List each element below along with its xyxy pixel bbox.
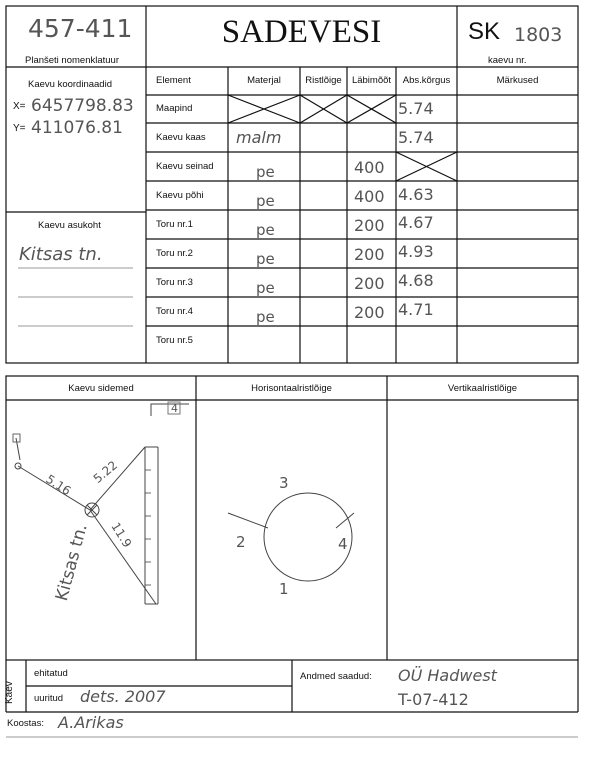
- row-diameter: 200: [354, 245, 385, 264]
- tie-distance-diagonal: 11.9: [108, 519, 135, 551]
- row-height: 4.63: [398, 185, 434, 204]
- row-element: Toru nr.5: [156, 335, 193, 346]
- row-height: 4.68: [398, 271, 434, 290]
- col-header-material: Materjal: [247, 75, 281, 86]
- row-element: Kaevu seinad: [156, 161, 214, 172]
- row-material: pe: [256, 308, 275, 326]
- tie-distance-left: 5.16: [43, 471, 74, 499]
- tie-distance-top: 5.22: [90, 458, 121, 486]
- data-source-value-2: T-07-412: [398, 690, 469, 709]
- horizontal-section-drawing: [196, 400, 387, 660]
- pipe-label-2: 2: [236, 533, 246, 551]
- row-element: Toru nr.2: [156, 248, 193, 259]
- surveyed-value: dets. 2007: [80, 687, 166, 706]
- row-element: Toru nr.1: [156, 219, 193, 230]
- well-prefix: SK: [468, 18, 501, 45]
- well-number: 1803: [514, 24, 563, 46]
- row-height: 4.67: [398, 213, 434, 232]
- corner-mark: 4: [171, 402, 178, 415]
- coordinates-label: Kaevu koordinaadid: [28, 79, 112, 90]
- location-label: Kaevu asukoht: [38, 220, 101, 231]
- data-source-label: Andmed saadud:: [300, 671, 372, 682]
- x-prefix: X=: [13, 101, 26, 112]
- author-label: Koostas:: [7, 718, 44, 729]
- x-coordinate: 6457798.83: [31, 96, 134, 116]
- row-element: Maapind: [156, 103, 193, 114]
- location-value: Kitsas tn.: [19, 244, 103, 265]
- col-header-diameter: Läbimõõt: [351, 75, 392, 86]
- pipe-label-1: 1: [279, 580, 289, 598]
- row-material: pe: [256, 279, 275, 297]
- col-header-element: Element: [156, 75, 191, 86]
- footer-side-label: Kaev: [4, 681, 15, 704]
- ties-sketch: [6, 400, 196, 660]
- row-element: Kaevu põhi: [156, 190, 204, 201]
- row-material: pe: [256, 250, 275, 268]
- row-element: Toru nr.4: [156, 306, 193, 317]
- section-horizontal-title: Horisontaalristlõige: [251, 383, 332, 394]
- pipe-label-3: 3: [279, 474, 289, 492]
- data-source-value-1: OÜ Hadwest: [398, 666, 497, 685]
- row-diameter: 400: [354, 158, 385, 177]
- col-header-notes: Märkused: [496, 75, 539, 86]
- sheet-label: Planšeti nomenklatuur: [25, 55, 119, 66]
- pipe-label-4: 4: [338, 535, 348, 553]
- row-height: 5.74: [398, 128, 434, 147]
- y-coordinate: 411076.81: [31, 118, 123, 138]
- built-label: ehitatud: [34, 668, 68, 679]
- row-height: 4.93: [398, 242, 434, 261]
- row-material: malm: [236, 128, 282, 147]
- row-element: Kaevu kaas: [156, 132, 206, 143]
- well-label: kaevu nr.: [488, 55, 527, 66]
- street-label: Kitsas tn.: [52, 521, 92, 604]
- author-value: A.Arikas: [58, 713, 124, 732]
- row-material: pe: [256, 163, 275, 181]
- col-header-crosssection: Ristlõige: [305, 75, 342, 86]
- page-title: SADEVESI: [221, 14, 382, 50]
- sheet-number: 457-411: [28, 14, 133, 43]
- col-header-height: Abs.kõrgus: [402, 75, 451, 86]
- row-height: 4.71: [398, 300, 434, 319]
- y-prefix: Y=: [13, 123, 26, 134]
- section-vertical-title: Vertikaalristlõige: [447, 383, 518, 394]
- row-material: pe: [256, 192, 275, 210]
- row-element: Toru nr.3: [156, 277, 193, 288]
- row-diameter: 400: [354, 187, 385, 206]
- row-material: pe: [256, 221, 275, 239]
- surveyed-label: uuritud: [34, 693, 64, 704]
- section-ties-title: Kaevu sidemed: [68, 383, 134, 394]
- row-diameter: 200: [354, 274, 385, 293]
- row-diameter: 200: [354, 216, 385, 235]
- row-height: 5.74: [398, 99, 434, 118]
- row-diameter: 200: [354, 303, 385, 322]
